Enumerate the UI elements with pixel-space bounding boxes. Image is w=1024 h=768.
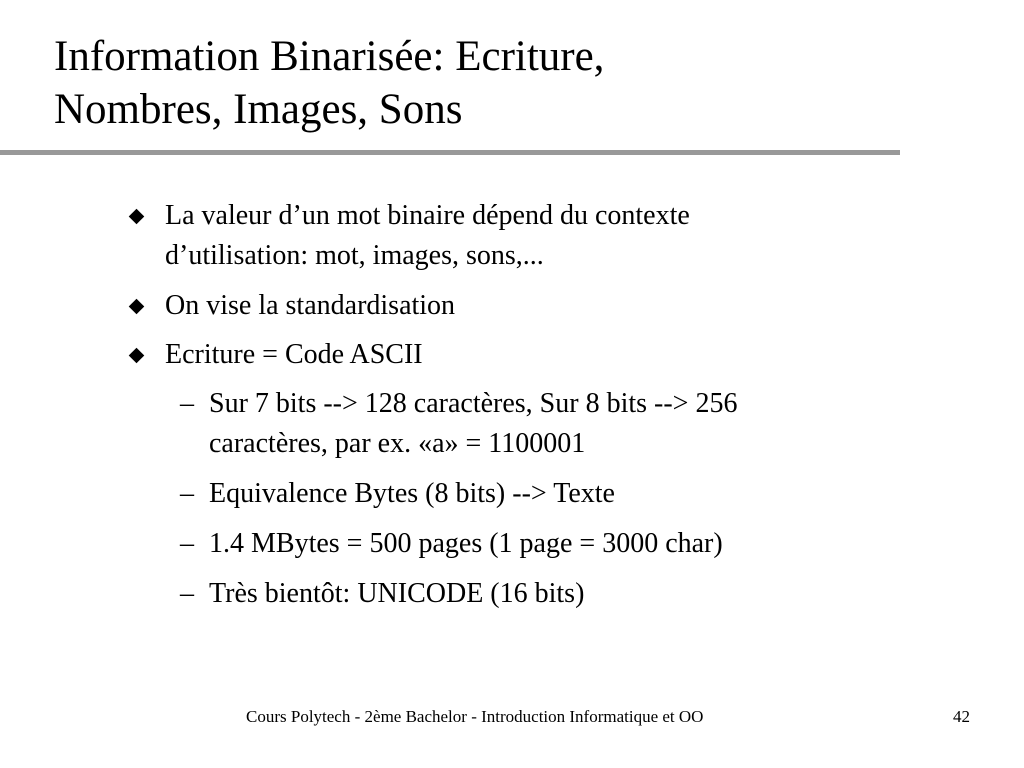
slide-footer: Cours Polytech - 2ème Bachelor - Introduction Informatique et OO bbox=[246, 707, 704, 726]
slide-title-line-2: Nombres, Images, Sons bbox=[54, 86, 463, 133]
page-number: 42 bbox=[953, 707, 970, 726]
slide-title-line-1: Information Binarisée: Ecriture, bbox=[54, 33, 605, 80]
diamond-bullet-icon bbox=[129, 209, 145, 225]
diamond-bullet-icon bbox=[129, 299, 145, 315]
sub-item-1-line-1: Sur 7 bits --> 128 caractères, Sur 8 bits --> 256 bbox=[209, 388, 738, 419]
bullet-item-1-line-1: La valeur d’un mot binaire dépend du contexte bbox=[165, 200, 690, 231]
sub-item-4: Très bientôt: UNICODE (16 bits) bbox=[209, 578, 585, 609]
dash-marker: – bbox=[180, 388, 194, 419]
bullet-item-3: Ecriture = Code ASCII bbox=[165, 339, 423, 370]
dash-marker: – bbox=[180, 478, 194, 509]
dash-marker: – bbox=[180, 528, 194, 559]
bullet-item-2: On vise la standardisation bbox=[165, 290, 456, 321]
diamond-bullet-icon bbox=[129, 348, 145, 364]
dash-marker: – bbox=[180, 578, 194, 609]
sub-item-2: Equivalence Bytes (8 bits) --> Texte bbox=[209, 478, 615, 509]
bullet-item-1 bbox=[165, 196, 690, 276]
sub-item-1 bbox=[209, 384, 737, 464]
bullet-item-1-line-2: d’utilisation: mot, images, sons,... bbox=[165, 240, 544, 271]
sub-item-1-line-2: caractères, par ex. «a» = 1100001 bbox=[209, 428, 586, 459]
sub-item-3: 1.4 MBytes = 500 pages (1 page = 3000 char) bbox=[209, 528, 723, 559]
